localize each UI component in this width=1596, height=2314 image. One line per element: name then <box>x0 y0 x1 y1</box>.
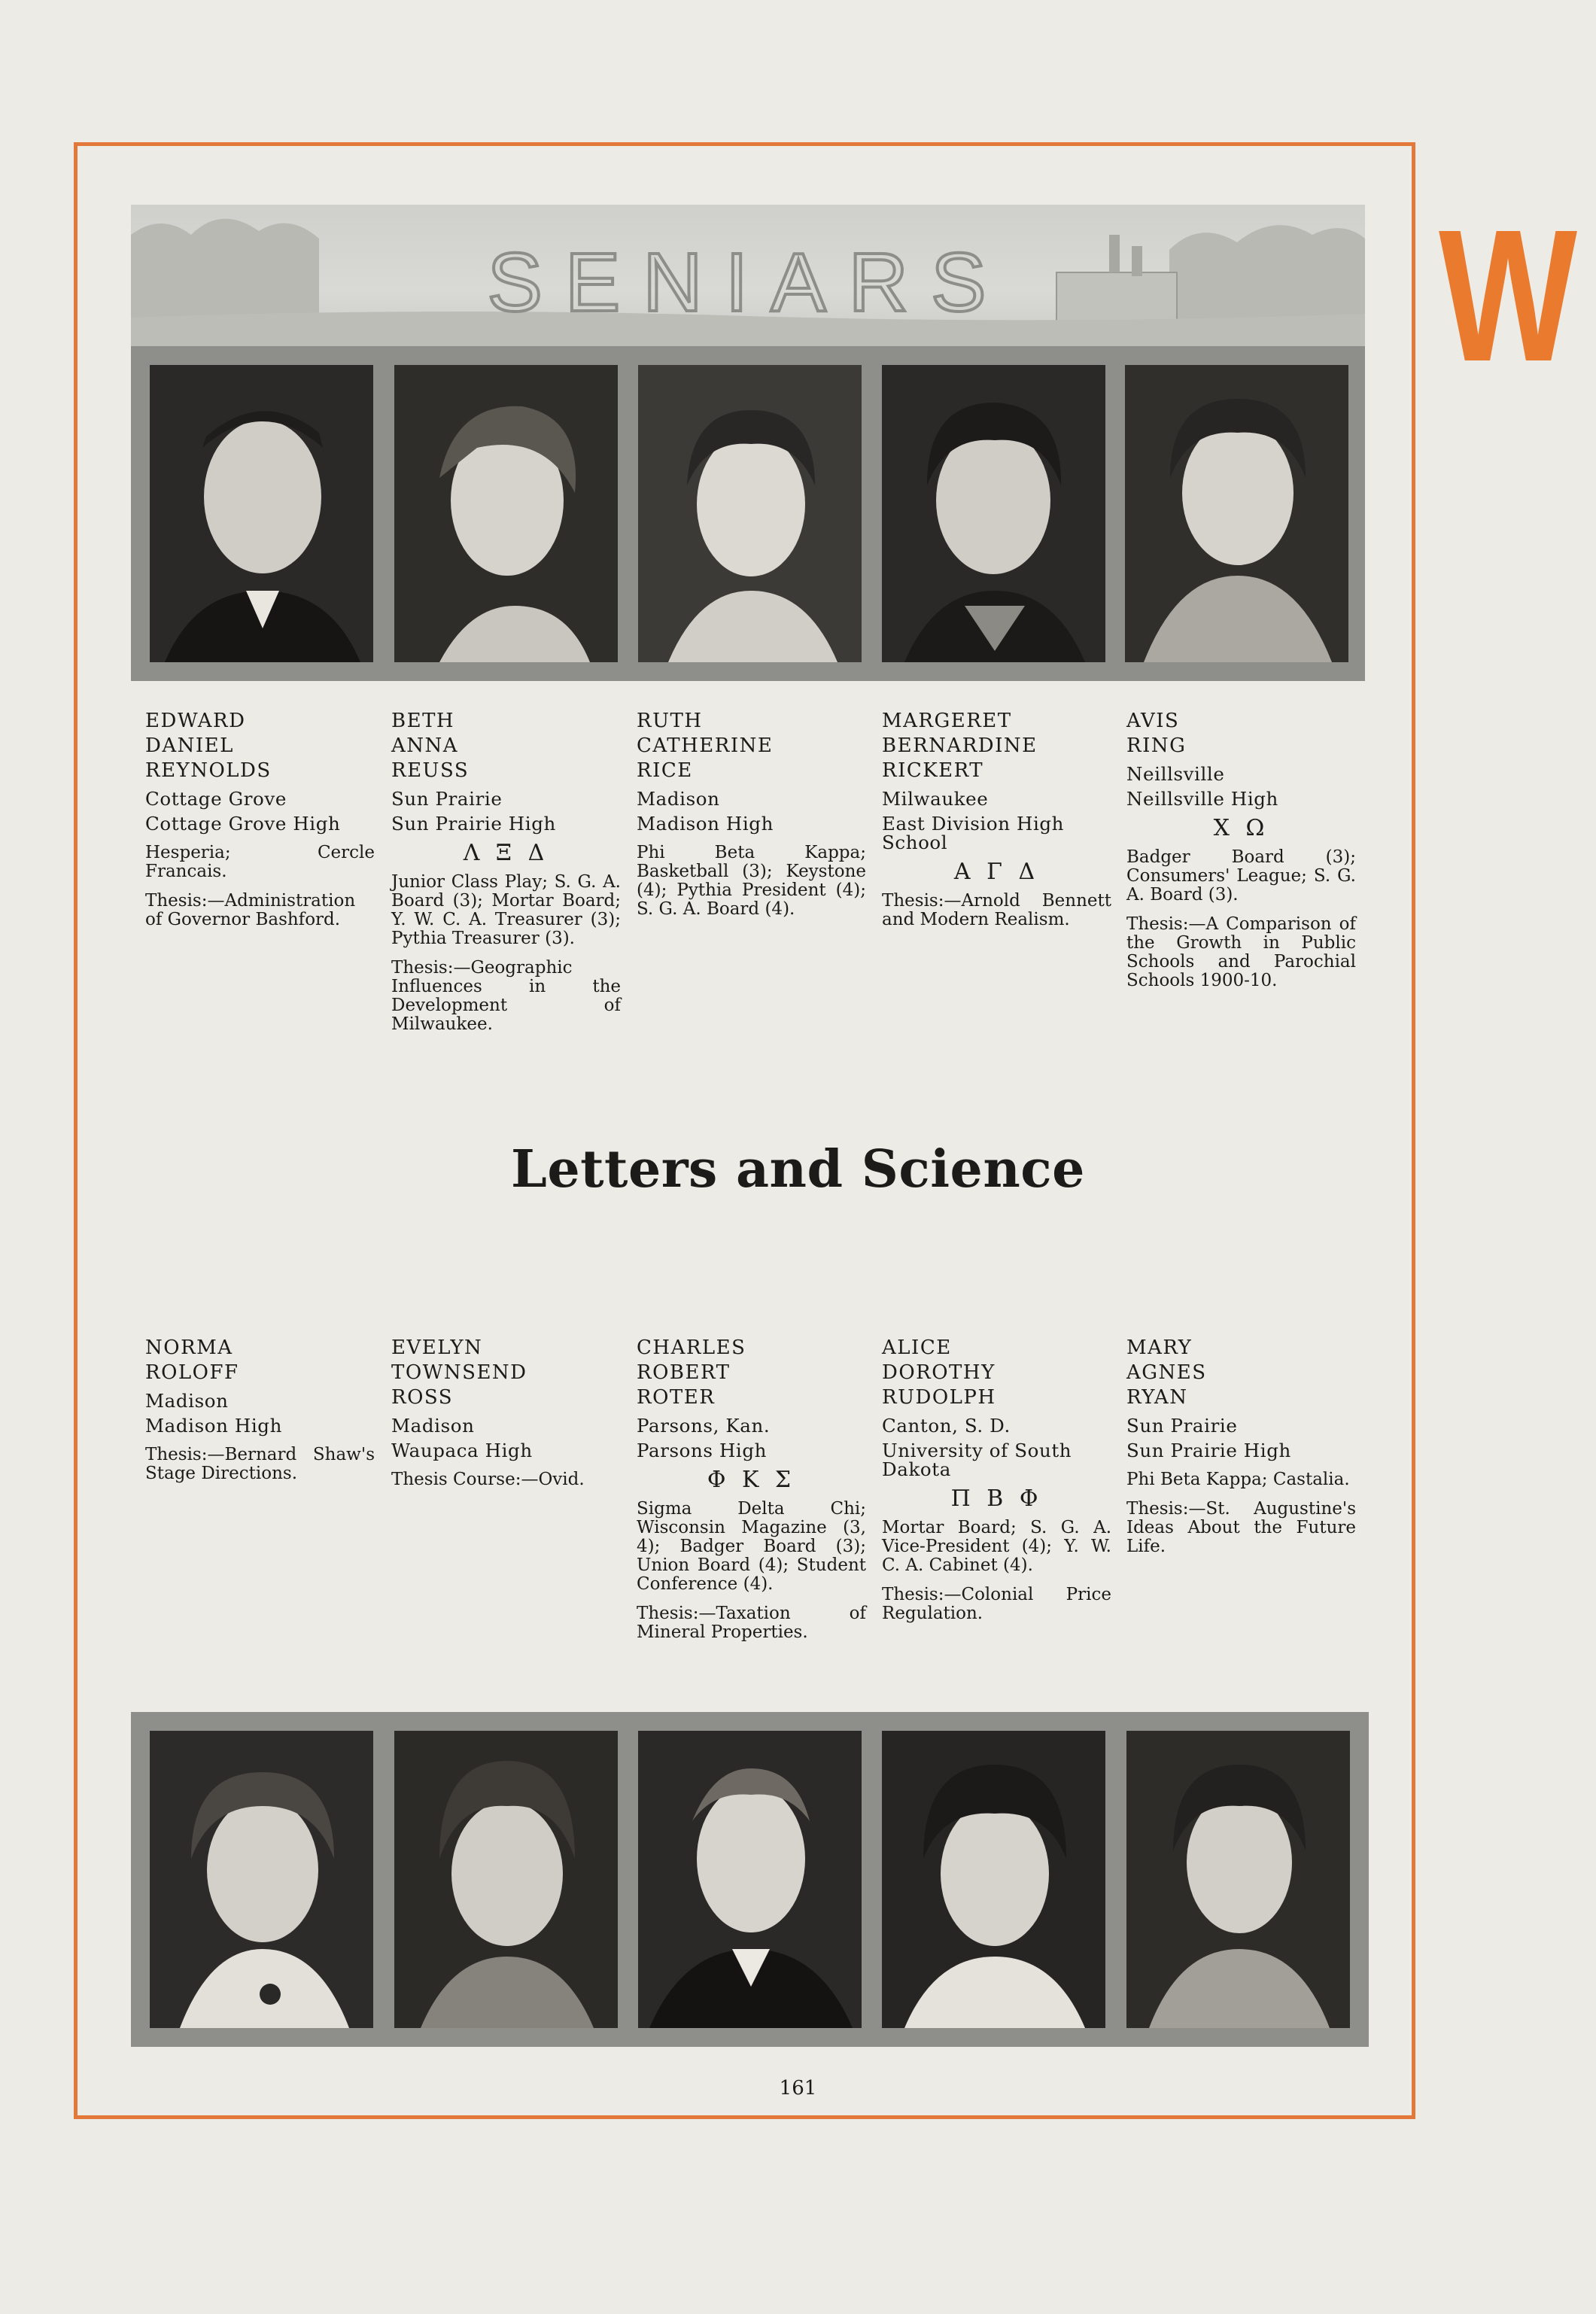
portrait-roter <box>638 1731 862 2028</box>
page-number: 161 <box>779 2077 817 2100</box>
fraternity-letters: Λ Ξ Δ <box>463 840 549 866</box>
senior-name-line: EDWARD <box>145 710 246 732</box>
portrait-ryan <box>1126 1731 1350 2028</box>
senior-activities: Mortar Board; S. G. A. Vice-President (4); Y. W. C. A. Cabinet (4). <box>882 1518 1111 1575</box>
senior-name-line: TOWNSEND <box>391 1361 527 1384</box>
section-heading: Letters and Science <box>511 1139 1085 1200</box>
portrait-reuss <box>394 365 618 662</box>
senior-thesis: Thesis:—Colonial Price Regulation. <box>882 1585 1111 1623</box>
senior-name-line: RING <box>1126 734 1187 757</box>
senior-thesis: Thesis:—St. Augustine's Ideas About the Future Life. <box>1126 1499 1356 1556</box>
portrait-ross <box>394 1731 618 2028</box>
fraternity-letters: Φ Κ Σ <box>707 1467 796 1493</box>
senior-thesis: Thesis Course:—Ovid. <box>391 1470 585 1489</box>
senior-name-line: ROSS <box>391 1386 454 1409</box>
senior-name-line: REUSS <box>391 759 470 782</box>
senior-card-rice <box>637 709 866 919</box>
senior-hometown: Canton, S. D. <box>882 1415 1011 1437</box>
senior-name-line: RUDOLPH <box>882 1386 996 1409</box>
senior-name-line: RUTH <box>637 710 703 732</box>
senior-activities: Phi Beta Kappa; Basketball (3); Keystone (4); Pythia President (4); S. G. A. Board (4). <box>637 843 866 919</box>
senior-name-line: EVELYN <box>391 1336 483 1359</box>
senior-name-line: CHARLES <box>637 1336 746 1359</box>
senior-name-line: MARY <box>1126 1336 1193 1359</box>
senior-high-school: Madison High <box>145 1415 282 1437</box>
senior-card-reuss <box>391 709 621 1034</box>
senior-name-line: MARGERET <box>882 710 1012 732</box>
portrait-rickert <box>882 365 1105 662</box>
senior-hometown: Sun Prairie <box>391 788 503 810</box>
senior-name-line: BERNARDINE <box>882 734 1038 757</box>
senior-activities: Phi Beta Kappa; Castalia. <box>1126 1470 1350 1489</box>
senior-hometown: Madison <box>391 1415 475 1437</box>
senior-hometown: Parsons, Kan. <box>637 1415 771 1437</box>
portrait-rice <box>638 365 862 662</box>
fraternity-letters: Χ Ω <box>1213 815 1269 841</box>
senior-hometown: Cottage Grove <box>145 788 287 810</box>
senior-hometown: Madison <box>637 788 720 810</box>
banner-title: SENIARS <box>487 236 1009 329</box>
senior-card-reynolds <box>145 709 375 929</box>
senior-hometown: Madison <box>145 1390 229 1412</box>
senior-card-ross <box>391 1336 621 1489</box>
seniors-banner <box>131 205 1365 348</box>
senior-high-school: Cottage Grove High <box>145 813 341 835</box>
senior-name-line: REYNOLDS <box>145 759 272 782</box>
bottom-photo-strip <box>131 1712 1369 2047</box>
senior-name-line: CATHERINE <box>637 734 774 757</box>
senior-thesis: Thesis:—Taxation of Mineral Properties. <box>637 1604 866 1642</box>
senior-hometown: Neillsville <box>1126 763 1225 785</box>
senior-name-line: BETH <box>391 710 455 732</box>
senior-high-school: Madison High <box>637 813 774 835</box>
senior-thesis: Thesis:—Arnold Bennett and Modern Realism. <box>882 891 1111 929</box>
senior-name-line: RYAN <box>1126 1386 1188 1409</box>
senior-high-school: East Division High School <box>882 813 1065 853</box>
senior-name-line: RICKERT <box>882 759 984 782</box>
senior-name-line: NORMA <box>145 1336 233 1359</box>
senior-high-school: University of South Dakota <box>882 1440 1072 1480</box>
senior-name-line: ANNA <box>391 734 459 757</box>
portrait-roloff <box>150 1731 373 2028</box>
senior-name-line: DOROTHY <box>882 1361 996 1384</box>
portrait-ring <box>1125 365 1348 662</box>
senior-activities: Junior Class Play; S. G. A. Board (3); Mortar Board; Y. W. C. A. Treasurer (3); Pythia Treasurer (3). <box>391 872 621 948</box>
senior-high-school: Neillsville High <box>1126 788 1278 810</box>
senior-card-roloff <box>145 1336 375 1483</box>
senior-activities: Hesperia; Cercle Francais. <box>145 843 375 881</box>
senior-thesis: Thesis:—Bernard Shaw's Stage Directions. <box>145 1445 375 1483</box>
senior-name-line: ALICE <box>882 1336 952 1359</box>
senior-card-rudolph <box>882 1336 1111 1623</box>
senior-name-line: ROTER <box>637 1386 716 1409</box>
senior-hometown: Sun Prairie <box>1126 1415 1238 1437</box>
senior-name-line: ROBERT <box>637 1361 731 1384</box>
fraternity-letters: Π Β Φ <box>950 1485 1043 1512</box>
senior-card-rickert <box>882 709 1111 929</box>
senior-thesis: Thesis:—Geographic Influences in the Development of Milwaukee. <box>391 958 621 1034</box>
senior-name-line: AGNES <box>1126 1361 1207 1384</box>
senior-name-line: DANIEL <box>145 734 234 757</box>
senior-high-school: Sun Prairie High <box>1126 1440 1291 1461</box>
senior-thesis: Thesis:—Administration of Governor Bashford. <box>145 891 356 929</box>
senior-name-line: RICE <box>637 759 693 782</box>
senior-activities: Badger Board (3); Consumers' League; S. G. A. Board (3). <box>1126 847 1356 905</box>
fraternity-letters: Α Γ Δ <box>953 859 1040 885</box>
senior-high-school: Sun Prairie High <box>391 813 556 835</box>
senior-hometown: Milwaukee <box>882 788 989 810</box>
senior-name-line: ROLOFF <box>145 1361 239 1384</box>
top-photo-strip <box>131 346 1365 681</box>
senior-high-school: Waupaca High <box>391 1440 533 1461</box>
senior-card-roter <box>637 1336 866 1642</box>
senior-card-ryan <box>1126 1336 1356 1556</box>
side-letter: W <box>1439 190 1578 400</box>
portrait-rudolph <box>882 1731 1105 2028</box>
senior-name-line: AVIS <box>1126 710 1180 732</box>
senior-high-school: Parsons High <box>637 1440 768 1461</box>
senior-card-ring <box>1126 709 1356 990</box>
portrait-reynolds <box>150 365 373 662</box>
senior-thesis: Thesis:—A Comparison of the Growth in Public Schools and Parochial Schools 1900-10. <box>1126 914 1356 990</box>
senior-activities: Sigma Delta Chi; Wisconsin Magazine (3, 4); Badger Board (3); Union Board (4); Student Conference (4). <box>637 1499 866 1594</box>
